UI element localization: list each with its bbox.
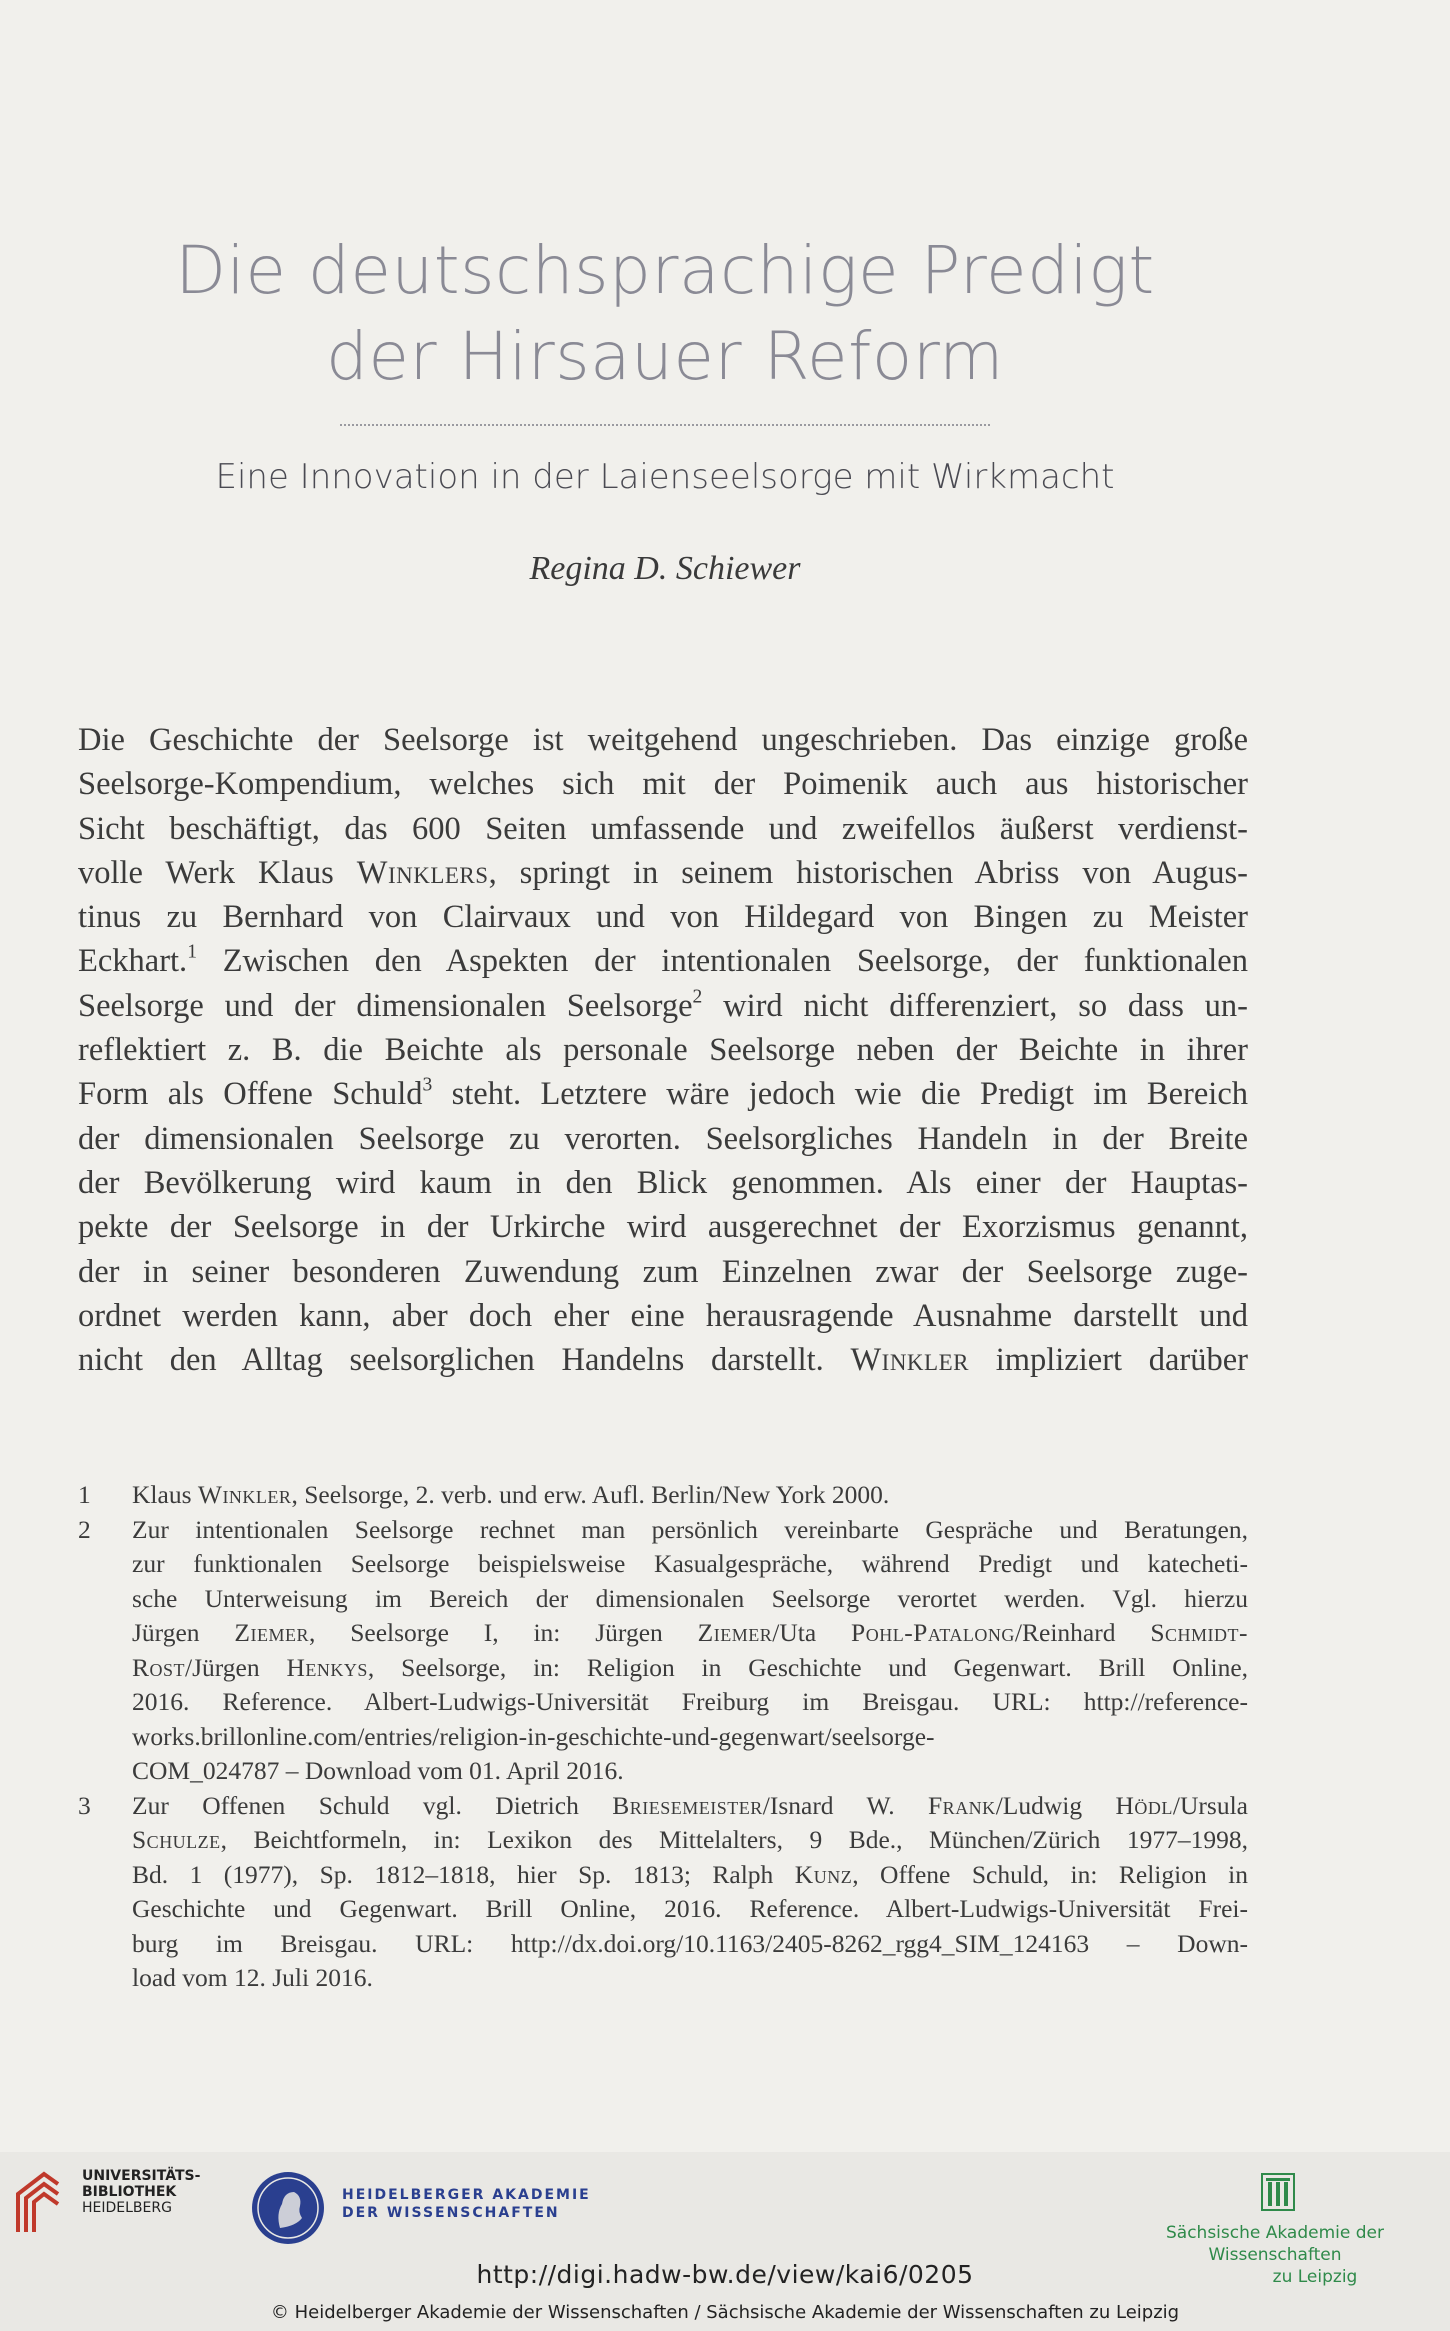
footnote-3	[78, 1789, 1248, 1996]
footnote-number: 1	[78, 1480, 91, 1509]
copyright-notice: © Heidelberger Akademie der Wissenschaften / Sächsische Akademie der Wissenschaften zu Leipzig	[270, 2302, 1180, 2323]
title-line-1: Die deutschsprachige Predigt	[175, 232, 1155, 309]
body-paragraph	[78, 718, 1248, 1382]
footnote-line: load vom 12. Juli 2016.	[132, 1963, 373, 1992]
body-line: volle Werk Klaus Winklers, springt in seinem historischen Abriss von Augus-	[78, 854, 1248, 891]
article-title	[0, 228, 1330, 400]
body-line: Seelsorge-Kompendium, welches sich mit der Poimenik auch aus historischer	[78, 766, 1248, 803]
body-line: ordnet werden kann, aber doch eher eine herausragende Ausnahme darstellt und	[78, 1297, 1248, 1334]
body-line: Die Geschichte der Seelsorge ist weitgehend ungeschrieben. Das einzige große	[78, 722, 1248, 758]
saxon-academy-logo-icon[interactable]	[1260, 2172, 1296, 2212]
body-line: reflektiert z. B. die Beichte als personale Seelsorge neben der Beichte in ihrer	[78, 1032, 1248, 1069]
university-library-name: UNIVERSITÄTS- BIBLIOTHEK HEIDELBERG	[82, 2168, 201, 2216]
footnote-line: 2016. Reference. Albert-Ludwigs-Universität Freiburg im Breisgau. URL: http://reference-	[132, 1687, 1248, 1716]
permalink-url[interactable]: http://digi.hadw-bw.de/view/kai6/0205	[476, 2260, 974, 2289]
footnote-line: Jürgen Ziemer, Seelsorge I, in: Jürgen Ziemer/Uta Pohl-Patalong/Reinhard Schmidt-	[132, 1618, 1249, 1647]
footnote-line: zur funktionalen Seelsorge beispielsweise Kasualgespräche, während Predigt und katecheti-	[132, 1549, 1248, 1578]
footnote-2	[78, 1513, 1248, 1789]
body-line: Sicht beschäftigt, das 600 Seiten umfassende und zweifellos äußerst verdienst-	[78, 810, 1248, 847]
title-line-2: der Hirsauer Reform	[326, 318, 1004, 395]
footnote-line: COM_024787 – Download vom 01. April 2016.	[132, 1756, 624, 1785]
author-name-smallcaps: Winklers	[356, 854, 489, 891]
body-line: der Bevölkerung wird kaum in den Blick genommen. Als einer der Hauptas-	[78, 1164, 1248, 1201]
body-line: der dimensionalen Seelsorge zu verorten. Seelsorgliches Handeln in der Breite	[78, 1120, 1248, 1157]
body-line: der in seiner besonderen Zuwendung zum Einzelnen zwar der Seelsorge zuge-	[78, 1253, 1248, 1290]
footnotes	[78, 1478, 1248, 1996]
body-line: nicht den Alltag seelsorglichen Handelns darstellt. Winkler impliziert darüber	[78, 1342, 1248, 1379]
footnote-line: Zur intentionalen Seelsorge rechnet man persönlich vereinbarte Gespräche und Beratungen,	[132, 1514, 1248, 1544]
footnote-ref-1[interactable]: 1	[187, 941, 197, 963]
body-line: pekte der Seelsorge in der Urkirche wird ausgerechnet der Exorzismus genannt,	[78, 1209, 1248, 1246]
footnote-link-line[interactable]: burg im Breisgau. URL: http://dx.doi.org/10.1163/2405-8262_rgg4_SIM_124163 – Down-	[132, 1928, 1248, 1958]
saxon-academy-name: Sächsische Akademie der Wissenschaften zu Leipzig	[1166, 2223, 1384, 2287]
university-library-logo-icon[interactable]	[14, 2166, 72, 2236]
footnote-line: Klaus Winkler, Seelsorge, 2. verb. und erw. Aufl. Berlin/New York 2000.	[132, 1480, 890, 1509]
body-line: Eckhart.$^1$ Zwischen den Aspekten der intentionalen Seelsorge, der funktionalen	[78, 941, 1248, 980]
footnote-line: Bd. 1 (1977), Sp. 1812–1818, hier Sp. 1813; Ralph Kunz, Offene Schuld, in: Religion in	[132, 1859, 1249, 1889]
author-name-smallcaps: Winkler	[850, 1342, 969, 1379]
footnote-ref-2[interactable]: 2	[692, 986, 703, 1008]
footnote-line: Rost/Jürgen Henkys, Seelsorge, in: Religion in Geschichte und Gegenwart. Brill Online,	[132, 1652, 1249, 1682]
footnote-number: 2	[78, 1514, 91, 1544]
footnote-line: Zur Offenen Schuld vgl. Dietrich Briesemeister/Isnard W. Frank/Ludwig Hödl/Ursula	[132, 1790, 1248, 1820]
body-line: Form als Offene Schuld$^3$ steht. Letztere wäre jedoch wie die Predigt im Bereich	[78, 1074, 1248, 1113]
footnote-line: Geschichte und Gegenwart. Brill Online, 2016. Reference. Albert-Ludwigs-Universität Frei-	[132, 1894, 1248, 1923]
footnote-ref-3[interactable]: 3	[422, 1074, 433, 1096]
academy-seal-icon[interactable]	[250, 2170, 326, 2246]
title-divider	[340, 424, 990, 426]
footnote-line: Schulze, Beichtformeln, in: Lexikon des Mittelalters, 9 Bde., München/Zürich 1977–1998,	[132, 1825, 1248, 1854]
body-line: Seelsorge und der dimensionalen Seelsorge$^2$ wird nicht differenziert, so dass un-	[78, 986, 1248, 1024]
body-line: tinus zu Bernhard von Clairvaux und von Hildegard von Bingen zu Meister	[78, 899, 1248, 936]
footnote-number: 3	[78, 1790, 91, 1820]
footnote-line: sche Unterweisung im Bereich der dimensionalen Seelsorge verortet werden. Vgl. hierzu	[132, 1583, 1248, 1613]
footnote-link-line[interactable]: works.brillonline.com/entries/religion-in-geschichte-und-gegenwart/seelsorge-	[132, 1721, 935, 1751]
article-subtitle: Eine Innovation in der Laienseelsorge mit Wirkmacht	[215, 457, 1115, 497]
footer-bar	[0, 2152, 1450, 2331]
footnote-1	[78, 1478, 1248, 1513]
hadw-name: HEIDELBERGER AKADEMIE DER WISSENSCHAFTEN	[342, 2187, 591, 2221]
article-author: Regina D. Schiewer	[529, 550, 801, 587]
